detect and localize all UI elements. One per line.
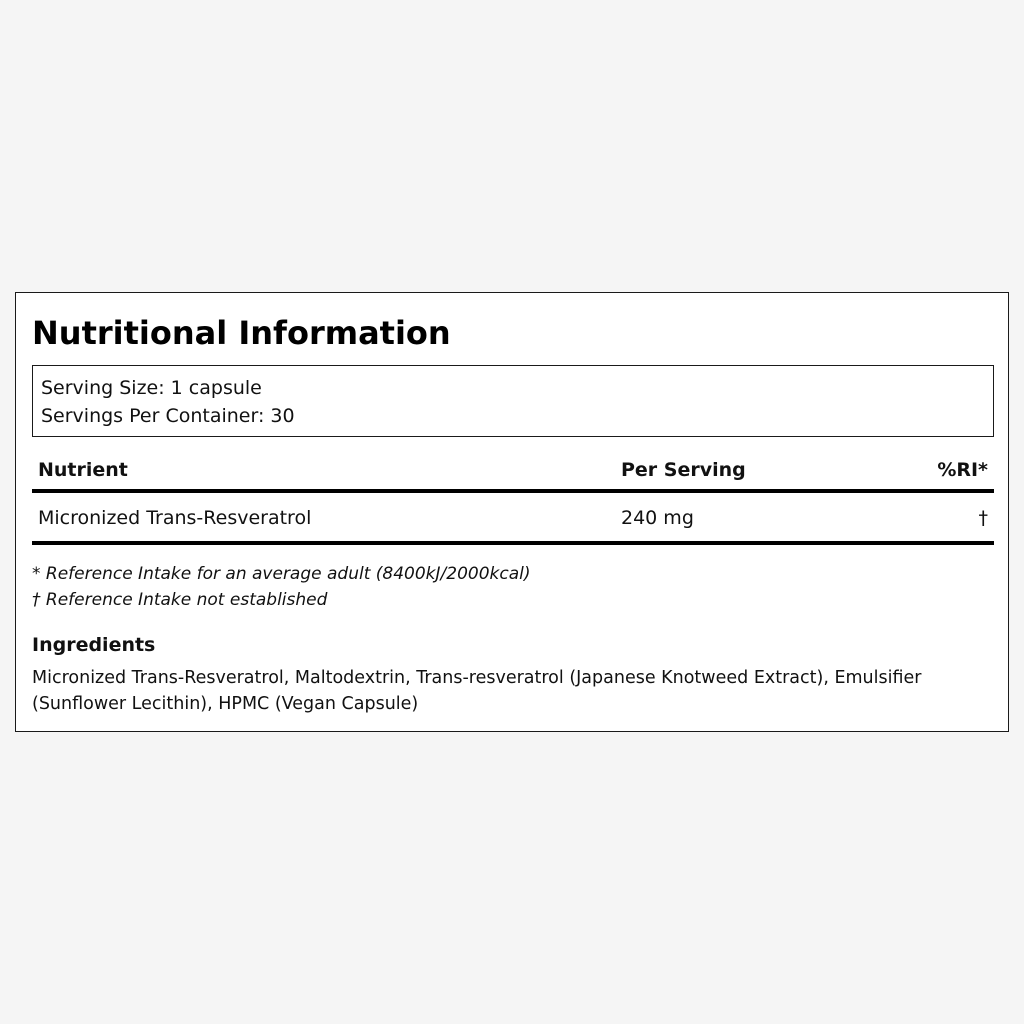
footnote-not-established: † Reference Intake not established [32,590,328,610]
nutrient-table [32,449,994,545]
table-header-row [32,449,994,493]
ingredients-text: Micronized Trans-Resveratrol, Maltodextrin, Trans-resveratrol (Japanese Knotweed Extract), Emulsifier (Sunflower Lecithin), HPMC (Vegan Capsule) [32,668,922,714]
row-ri: † [978,507,988,529]
serving-size: Serving Size: 1 capsule [41,377,262,399]
nutrition-label-panel [15,292,1009,732]
servings-per-container: Servings Per Container: 30 [41,405,295,427]
serving-info-box [32,365,994,437]
footnotes [32,561,994,613]
footnote-reference-intake: * Reference Intake for an average adult (8400kJ/2000kcal) [32,564,531,584]
header-ri: %RI* [937,459,988,481]
page-title: Nutritional Information [32,314,451,352]
table-row [32,493,994,545]
row-per-serving: 240 mg [621,507,694,529]
row-nutrient: Micronized Trans-Resveratrol [38,507,312,529]
header-nutrient: Nutrient [38,459,128,481]
header-per-serving: Per Serving [621,459,746,481]
ingredients-heading: Ingredients [32,634,156,656]
